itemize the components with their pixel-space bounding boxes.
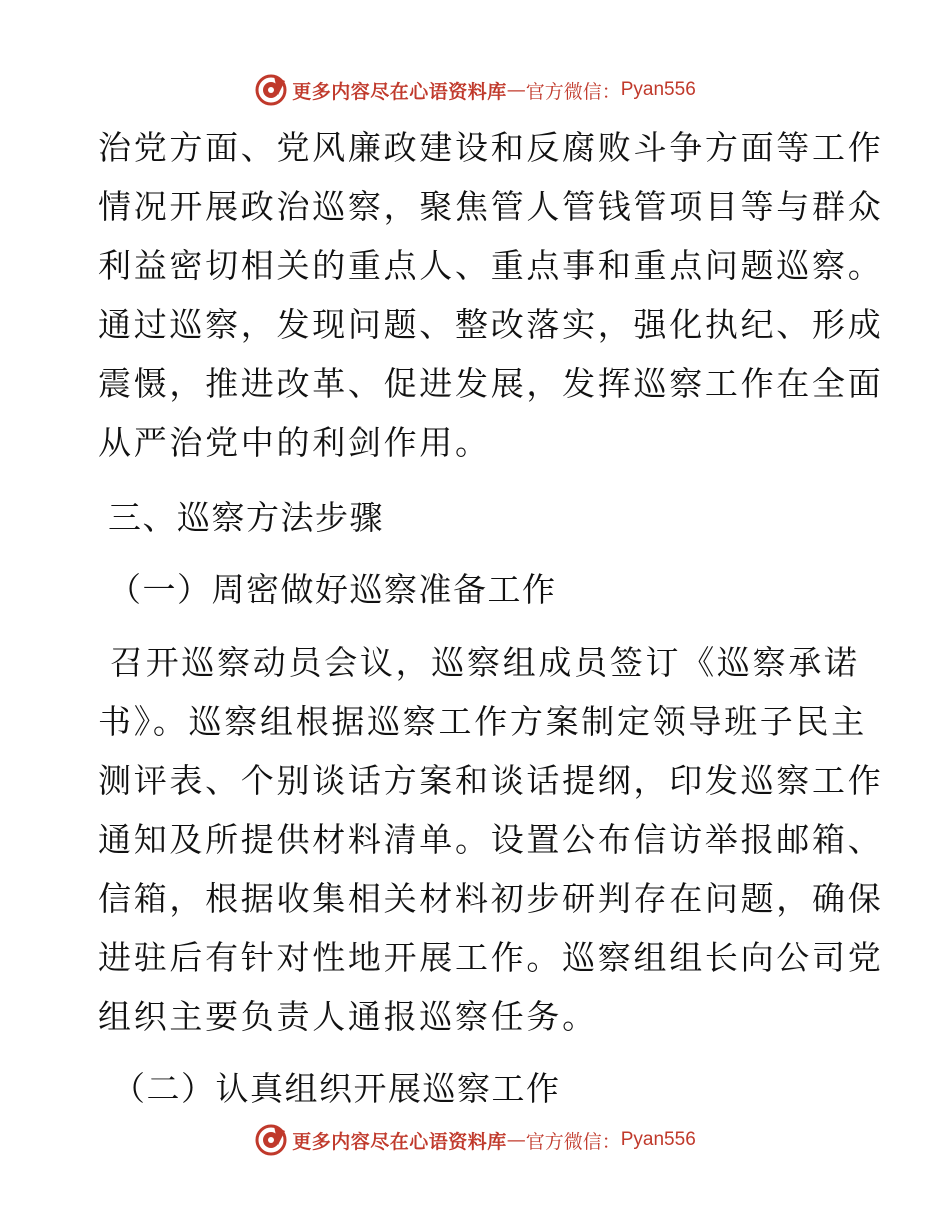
pen-logo-icon xyxy=(254,73,288,107)
section-3-heading: 三、巡察方法步骤 xyxy=(108,498,384,537)
text-line: 通过巡察，发现问题、整改落实，强化执纪、形成 xyxy=(98,305,884,344)
text-line: 组织主要负责人通报巡察任务。 xyxy=(98,997,598,1036)
pen-logo-icon xyxy=(254,1123,288,1157)
watermark-brand: 更多内容尽在心语资料库 xyxy=(292,80,507,103)
text-line: 从严治党中的利剑作用。 xyxy=(98,423,491,462)
text-line: 召开巡察动员会议，巡察组成员签订《巡察承诺 xyxy=(110,643,860,682)
watermark-wechat-id: Pyan556 xyxy=(620,79,696,100)
watermark-wechat-label: 官方微信： xyxy=(525,1130,621,1153)
watermark-dash: — xyxy=(506,79,526,101)
text-line: 治党方面、党风廉政建设和反腐败斗争方面等工作 xyxy=(98,128,884,167)
subsection-1-heading: （一）周密做好巡察准备工作 xyxy=(108,570,557,609)
watermark-wechat-id: Pyan556 xyxy=(620,1129,696,1150)
subsection-2-heading: （二）认真组织开展巡察工作 xyxy=(112,1069,561,1108)
watermark-wechat-label: 官方微信： xyxy=(525,80,621,103)
text-line: 信箱，根据收集相关材料初步研判存在问题，确保 xyxy=(98,879,884,918)
watermark-dash: — xyxy=(506,1129,526,1151)
text-line: 震慑，推进改革、促进发展，发挥巡察工作在全面 xyxy=(98,364,884,403)
text-line: 进驻后有针对性地开展工作。巡察组组长向公司党 xyxy=(98,938,884,977)
watermark-brand: 更多内容尽在心语资料库 xyxy=(292,1130,507,1153)
text-line: 书》。巡察组根据巡察工作方案制定领导班子民主 xyxy=(98,702,867,741)
paragraph-1 xyxy=(98,118,884,472)
text-line: 利益密切相关的重点人、重点事和重点问题巡察。 xyxy=(98,246,884,285)
watermark-banner-top xyxy=(0,70,950,110)
paragraph-2 xyxy=(98,633,884,1046)
text-line: 测评表、个别谈话方案和谈话提纲，印发巡察工作 xyxy=(98,761,884,800)
watermark-banner-bottom xyxy=(0,1120,950,1160)
text-line: 情况开展政治巡察，聚焦管人管钱管项目等与群众 xyxy=(98,187,884,226)
text-line: 通知及所提供材料清单。设置公布信访举报邮箱、 xyxy=(98,820,884,859)
